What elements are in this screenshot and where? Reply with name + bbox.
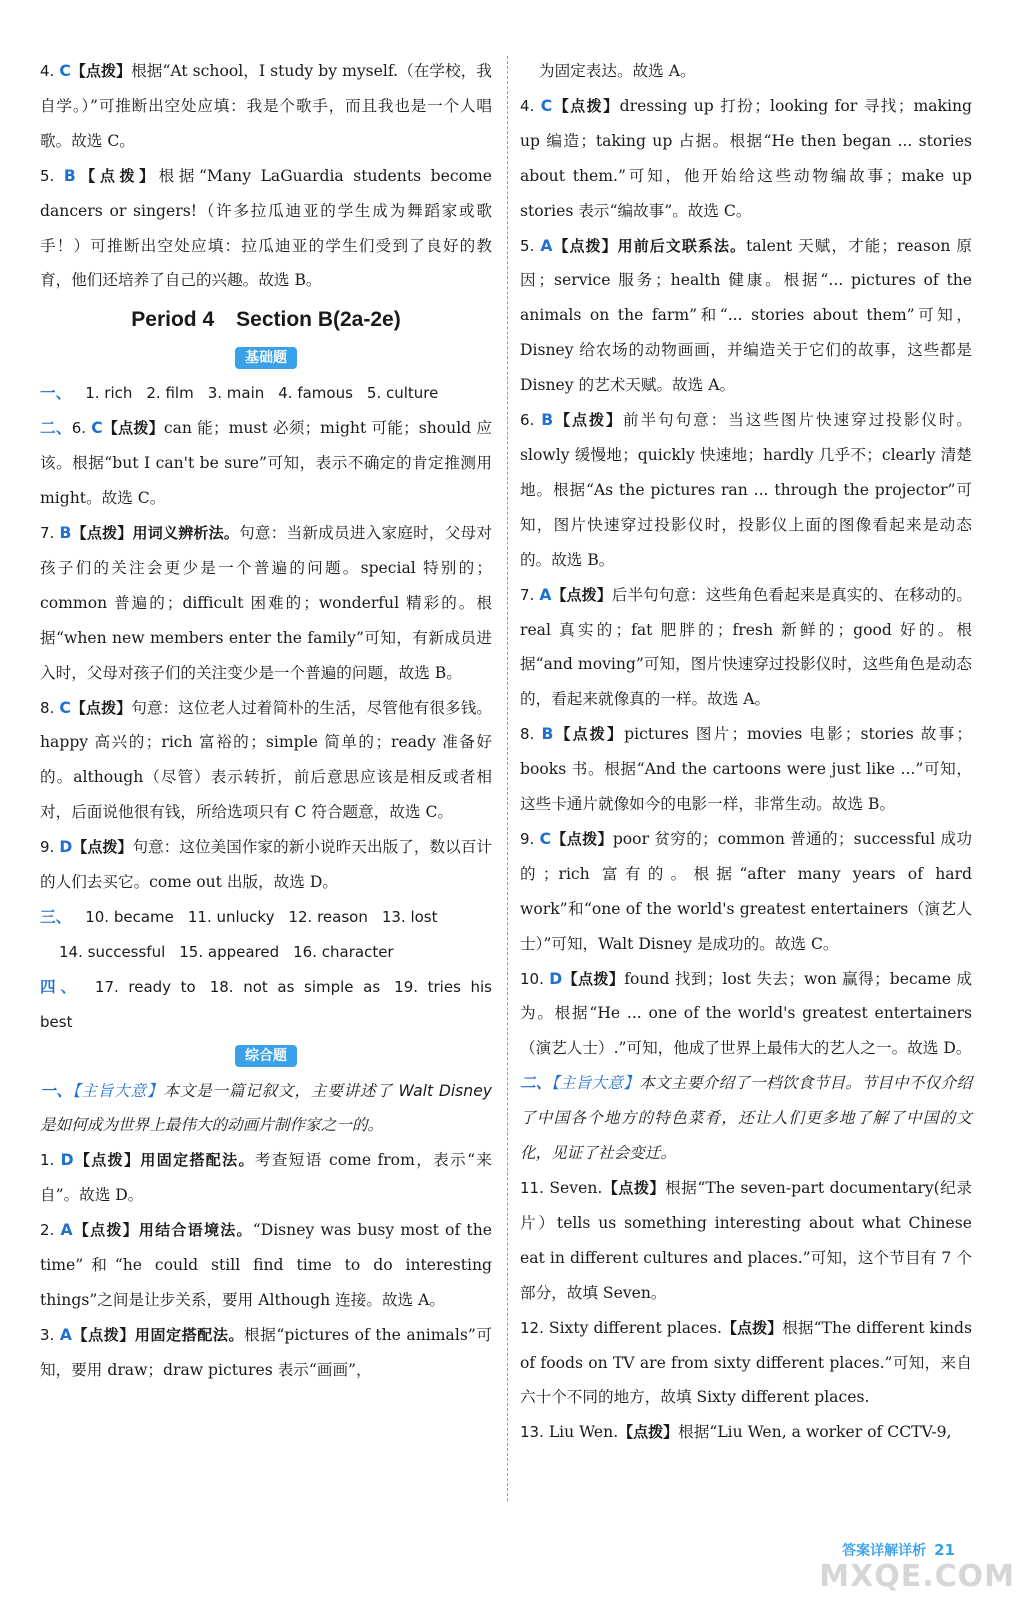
answer-4: 4. C【点拨】根据“At school，I study by myself.（在学校，我自学。）”可推断出空处应填：我是个歌手，而且我也是一个人唱歌。故选 C。 bbox=[40, 62, 492, 150]
summary-1: 一、【主旨大意】本文是一篇记叙文，主要讲述了 Walt Disney 是如何成为世界上最伟大的动画片制作家之一的。 bbox=[40, 1081, 493, 1135]
comprehensive-questions-badge: 综合题 bbox=[235, 1045, 297, 1067]
comp-answer-11: 11. Seven.【点拨】根据“The seven-part documentary(纪录片）tells us something interesting about what Chinese eat in different cultures and places.”可知，这个节目有 7 个部分，故填 Seven。 bbox=[520, 1179, 972, 1302]
watermark: MXQE.COM bbox=[819, 1559, 1015, 1594]
answer-5: 5. B【点拨】根据“Many LaGuardia students become dancers or singers!（许多拉瓜迪亚的学生成为舞蹈家或歌手！）可推断出空处应填：拉瓜迪亚的学生们受到了良好的教育，他们还培养了自己的兴趣。故选 B。 bbox=[40, 166, 492, 290]
right-column bbox=[520, 54, 972, 1450]
footer-label: 答案详解详析 bbox=[842, 1543, 927, 1559]
comp-answer-3: 3. A【点拨】用固定搭配法。根据“pictures of the animals”可知，要用 draw；draw pictures 表示“画画”， bbox=[40, 1325, 492, 1379]
page-footer bbox=[842, 1540, 955, 1560]
comp-answer-3-continued: 为固定表达。故选 A。 bbox=[539, 62, 696, 80]
part-4-answers: 四、 17. ready to 18. not as simple as 19. tries his best bbox=[40, 976, 492, 1031]
answer-8: 8. C【点拨】句意：这位老人过着简朴的生活，尽管他有很多钱。happy 高兴的；rich 富裕的；simple 简单的；ready 准备好的。although（尽管）表示转折，前后意思应该是相反或者相对，后面说他很有钱，所给选项只有 C 符合题意，故选 C。 bbox=[40, 698, 492, 822]
comp-answer-12: 12. Sixty different places.【点拨】根据“The different kinds of foods on TV are from sixty different places.”可知，来自六十个不同的地方，故填 Sixty different places. bbox=[520, 1318, 972, 1407]
comp-answer-13: 13. Liu Wen.【点拨】根据“Liu Wen, a worker of CCTV-9, bbox=[520, 1423, 952, 1442]
basic-questions-badge: 基础题 bbox=[235, 347, 297, 369]
part-3-answers-row2: 14. successful 15. appeared 16. character bbox=[59, 942, 394, 961]
page-number: 21 bbox=[934, 1541, 955, 1559]
answer-7: 7. B【点拨】用词义辨析法。句意：当新成员进入家庭时，父母对孩子们的关注会更少是一个普遍的问题。special 特别的；common 普遍的；difficult 困难的；wonderful 精彩的。根据“when new members enter the family”可知，有新成员进入时，父母对孩子们的关注变少是一个普遍的问题，故选 B。 bbox=[40, 523, 492, 682]
section-heading: Period 4 Section B(2a-2e) bbox=[131, 308, 401, 332]
left-column bbox=[40, 54, 492, 1388]
comp-answer-8: 8. B【点拨】pictures 图片；movies 电影；stories 故事；books 书。根据“And the cartoons were just like ...”可知，这些卡通片就像如今的电影一样，非常生动。故选 B。 bbox=[520, 725, 972, 814]
column-divider bbox=[507, 56, 508, 1501]
answer-9: 9. D【点拨】句意：这位美国作家的新小说昨天出版了，数以百计的人们去买它。come out 出版，故选 D。 bbox=[40, 838, 492, 892]
summary-2: 二、【主旨大意】本文主要介绍了一档饮食节目。节目中不仅介绍了中国各个地方的特色菜肴，还让人们更多地了解了中国的文化，见证了社会变迁。 bbox=[520, 1074, 973, 1163]
comp-answer-4: 4. C【点拨】dressing up 打扮；looking for 寻找；making up 编造；taking up 占据。根据“He then began ... stories about them.”可知，他开始给这些动物编故事；make up stories 表示“编故事”。故选 C。 bbox=[520, 96, 972, 220]
answer-6: 二、6. C【点拨】can 能；must 必须；might 可能；should 应该。根据“but I can't be sure”可知，表示不确定的肯定推测用 might。故选 C。 bbox=[40, 418, 492, 508]
comp-answer-6: 6. B【点拨】前半句句意：当这些图片快速穿过投影仪时。slowly 缓慢地；quickly 快速地；hardly 几乎不；clearly 清楚地。根据“As the pictures ran ... through the projector”可知，图片快速穿过投影仪时，投影仪上面的图像看起来是动态的。故选 B。 bbox=[520, 411, 972, 569]
part-1-answers: 一、 1. rich 2. film 3. main 4. famous 5. culture bbox=[40, 383, 439, 403]
comp-answer-1: 1. D【点拨】用固定搭配法。考查短语 come from，表示“来自”。故选 D。 bbox=[40, 1151, 492, 1205]
comp-answer-7: 7. A【点拨】后半句句意：这些角色看起来是真实的、在移动的。real 真实的；fat 肥胖的；fresh 新鲜的；good 好的。根据“and moving”可知，图片快速穿过投影仪时，这些角色是动态的，看起来就像真的一样。故选 A。 bbox=[520, 585, 972, 709]
comp-answer-5: 5. A【点拨】用前后文联系法。talent 天赋，才能；reason 原因；service 服务；health 健康。根据“... pictures of the animals on the farm”和“... stories about them”可知，Disney 给农场的动物画画，并编造关于它们的故事，这些都是 Disney 的艺术天赋。故选 A。 bbox=[520, 236, 972, 395]
part-3-answers: 三、 10. became 11. unlucky 12. reason 13. lost bbox=[40, 906, 438, 926]
comp-answer-9: 9. C【点拨】poor 贫穷的；common 普通的；successful 成功的；rich 富有的。根据“after many years of hard work”和“one of the world's greatest entertainers（演艺人士）”可知，Walt Disney 是成功的。故选 C。 bbox=[520, 829, 972, 953]
comp-answer-2: 2. A【点拨】用结合语境法。“Disney was busy most of the time”和“he could still find time to do interesting things”之间是让步关系，要用 Although 连接。故选 A。 bbox=[40, 1221, 492, 1309]
comp-answer-10: 10. D【点拨】found 找到；lost 失去；won 赢得；became 成为。根据“He ... one of the world's greatest entertainers（演艺人士）.”可知，他成了世界上最伟大的艺人之一。故选 D。 bbox=[520, 969, 972, 1058]
